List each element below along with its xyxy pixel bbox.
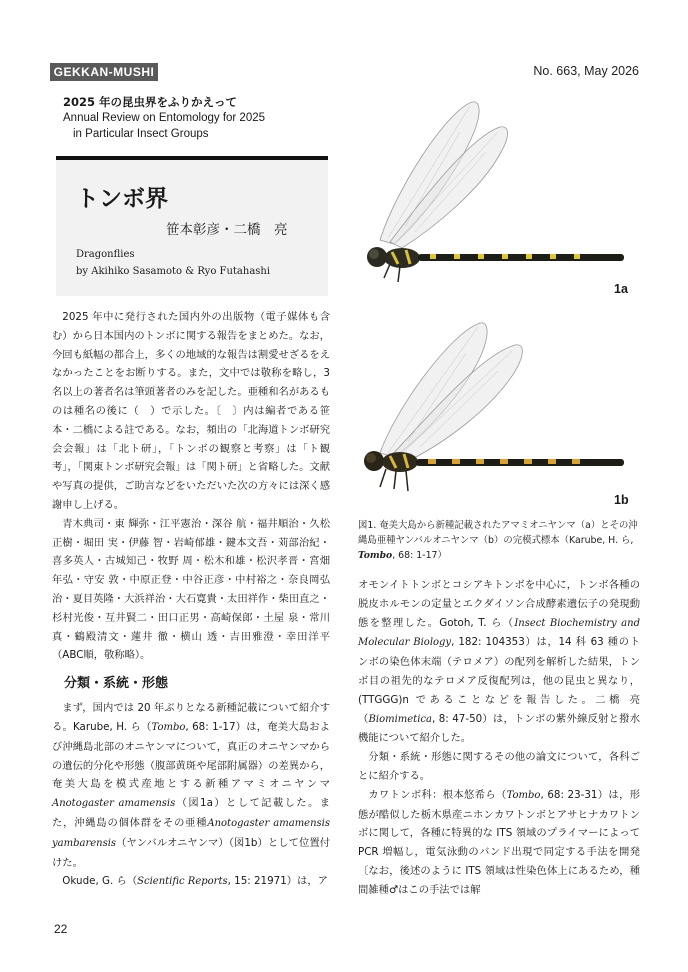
caption-text: , 68: 1-17） — [392, 550, 447, 561]
body-paragraph: 分類・系統・形態に関するその他の論文について，各科ごとに紹介する。 — [358, 751, 640, 782]
text: , 68: 23-31）は，形態が酷似した栃木県産ニホンカワトンボとアサヒナカワトンボに関して，各種に特異的な ITS 領域のプライマーによって PCR 増幅し，電気泳動のバンド出現で同定する手法を開発〔なお，後述のように ITS 領域は性染色体上にあるため，種間雑種♂はこの手法では解 — [358, 788, 641, 896]
series-title-jp: 2025 年の昆虫界をふりかえって — [63, 95, 238, 109]
series-title-en-1: Annual Review on Entomology for 2025 — [63, 112, 266, 124]
journal-name: Tombo — [506, 789, 541, 801]
intro-paragraph: 2025 年中に発行された国内外の出版物（電子媒体も含む）から日本国内のトンボに関する報告をまとめた。なお，今回も紙幅の都合上，多くの地域的な報告は割愛せざるをえなかったことをお断りする。また，文中では敬称を略し，3名以上の著者名は筆頭著者のみを記した。亜種和名があるものは種名の後に（ ）で示した。〔 〕内は編者である笹本・二橋による註である。なお，頻出の「北海道トンボ研究会会報」は「北ト研」，「トンボの観察と考察」は「ト観考」，「関東トンボ研究会報」は「関ト研」と省略した。文献や写真の提供，ご助言などをいただいた次の方々には深く感謝申し上げる。 — [52, 311, 331, 511]
text: オモンイトトンボとコシアキトンボを中心に，トンボ各種の脱皮ホルモンの定量とエクダイソン合成酵素遺伝子の発現動態を整理した。Gotoh, T. ら（ — [358, 579, 640, 629]
section-heading: 分類・系統・形態 — [64, 676, 169, 692]
text: , 8: 47-50）は，トンボの紫外線反射と撥水機能について紹介した。 — [358, 712, 641, 745]
journal-name: Biomimetica — [368, 713, 432, 725]
article-authors: 笹本彰彦・二橋 亮 — [166, 222, 288, 238]
figure-1b — [350, 315, 640, 515]
text: , 68: 1-17）は，奄美大島および沖縄島北部のオニヤンマについて，真正のオニヤンマからの遺伝的分化や形態（腹部黄斑や尾部附属器）の差異から，奄美大島を模式産地とする新種アマミオニヤンマ — [52, 720, 331, 791]
caption-text: 図1. 奄美大島から新種記載されたアマミオニヤンマ（a）とその沖縄島亜種ヤンバルオニヤンマ（b）の完模式標本（Karube, H. ら, — [358, 520, 638, 546]
article-title: トンボ界 — [76, 186, 168, 212]
dragonfly-body-a — [367, 247, 624, 282]
body-paragraph — [52, 699, 330, 872]
acknowledged-names: 青木典司・東 輝弥・江平憲治・深谷 航・福井順治・久松正樹・堀田 実・伊藤 智・岩崎郁雄・鍵本文吾・苅部治紀・喜多英人・古城知己・牧野 周・松木和雄・松沢孝晋・宮畑年弘・守安 敦・中原正登・中谷正彦・中村裕之・奈良岡弘治・夏目英隆・大浜祥治・大石寛貴・太田祥作・柴田直之・杉村光俊・互井賢二・田口正男・高崎保郎・土屋 泉・常川 真・鶴殿清文・蓮井 徹・横山 透・吉田雅澄・幸田洋平（ABC順，敬称略）。 — [52, 517, 331, 662]
issue-number: No. 663, May 2026 — [533, 64, 639, 78]
series-title-en-2: in Particular Insect Groups — [73, 128, 209, 140]
magazine-label: GEKKAN-MUSHI — [50, 63, 158, 81]
dragonfly-photo-b — [350, 315, 640, 515]
left-column — [52, 308, 330, 892]
journal-name: Tombo — [151, 721, 186, 733]
figure-caption — [358, 518, 640, 563]
page-number: 22 — [54, 922, 68, 936]
figure-label-1b: 1b — [614, 493, 629, 507]
figure-1a — [350, 92, 640, 302]
article-title-box — [56, 156, 328, 296]
subspecies-name: Anotogaster amamensis yambarensis — [52, 817, 330, 849]
caption-journal: Tombo — [358, 550, 393, 561]
text: Okude, G. ら（ — [62, 875, 138, 888]
species-name: Anotogaster amamensis — [52, 798, 176, 810]
figure-label-1a: 1a — [614, 282, 628, 296]
body-paragraph — [358, 576, 640, 748]
series-heading — [63, 94, 265, 142]
title-en: Dragonflies — [76, 249, 135, 260]
dragonfly-body-b — [364, 451, 624, 491]
body-paragraph — [52, 872, 330, 892]
article-title-en — [76, 246, 270, 280]
text: カワトンボ科：根本悠希ら（ — [368, 788, 507, 801]
authors-en: by Akihiko Sasamoto & Ryo Futahashi — [76, 266, 271, 277]
text: , 182: 104353）は，14 科 63 種のトンボの染色体末端（テロメア）の配列を解析した結果，トンボ目の祖先的なテロメア反復配列は，他の昆虫と異なり，(TTGGG)n であることなどを報告した。二橋 亮（ — [358, 636, 640, 725]
text: , 15: 21971）は，ア — [227, 875, 328, 888]
text: （図1a）として記載した。また，沖縄島の個体群をその亜種 — [52, 797, 330, 829]
body-paragraph — [358, 786, 640, 900]
journal-name: Scientific Reports — [137, 876, 228, 888]
dragonfly-photo-a — [350, 92, 640, 302]
right-column — [358, 576, 640, 900]
text: まず，国内では 20 年ぶりとなる新種記載について紹介する。Karube, H. ら（ — [52, 702, 330, 733]
text: （ヤンバルオニヤンマ）（図1b）として位置付けた。 — [52, 836, 330, 869]
journal-name: Insect Biochemistry and Molecular Biology — [358, 617, 640, 649]
